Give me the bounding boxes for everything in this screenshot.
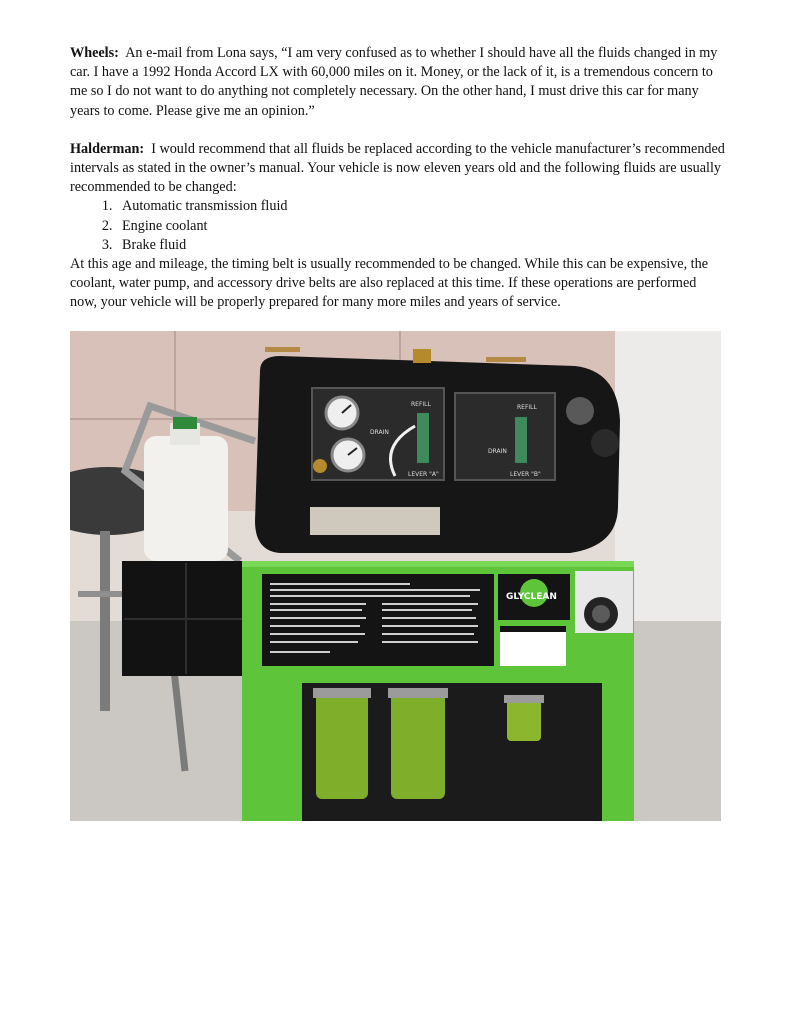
brand-logo: GLYCLEAN <box>506 592 557 602</box>
list-item: 1. Automatic transmission fluid <box>116 197 725 216</box>
svg-text:REFILL: REFILL <box>411 401 431 408</box>
svg-text:LEVER "B": LEVER "B" <box>510 471 541 478</box>
question-speaker: Wheels: <box>70 45 119 61</box>
machine-illustration <box>70 331 721 821</box>
svg-text:DRAIN: DRAIN <box>488 448 507 455</box>
svg-text:REFILL: REFILL <box>517 404 537 411</box>
fluid-list <box>70 197 725 255</box>
fluid-exchanger-photo <box>70 331 721 821</box>
svg-text:LEVER "A": LEVER "A" <box>408 471 439 478</box>
answer-paragraph <box>70 140 725 198</box>
article-body <box>70 44 725 313</box>
list-item: 2. Engine coolant <box>116 217 725 236</box>
list-item: 3. Brake fluid <box>116 236 725 255</box>
answer-speaker: Halderman: <box>70 140 145 157</box>
closing-paragraph: At this age and mileage, the timing belt is usually recommended to be changed. While this can be expensive, the coolant, water pump, and accessory drive belts are also replaced at this time. If these operations are performed now, your vehicle will be properly prepared for many more miles and years of service. <box>70 256 708 311</box>
answer-text: I would recommend that all fluids be replaced according to the vehicle manufacturer’s recommended intervals as stated in the owner’s manual. Your vehicle is now eleven years old and the following fluids are usually recommended to be changed: <box>70 140 725 196</box>
question-paragraph <box>70 44 725 121</box>
question-text: An e-mail from Lona says, “I am very confused as to whether I should have all the fluids changed in my car. I have a 1992 Honda Accord LX with 60,000 miles on it. Money, or the lack of it, is a tremendous concern to me so I do not want to do anything not completely necessary. On the other hand, I must drive this car for many years to come. Please give me an opinion.” <box>70 45 718 119</box>
svg-text:DRAIN: DRAIN <box>370 429 389 436</box>
